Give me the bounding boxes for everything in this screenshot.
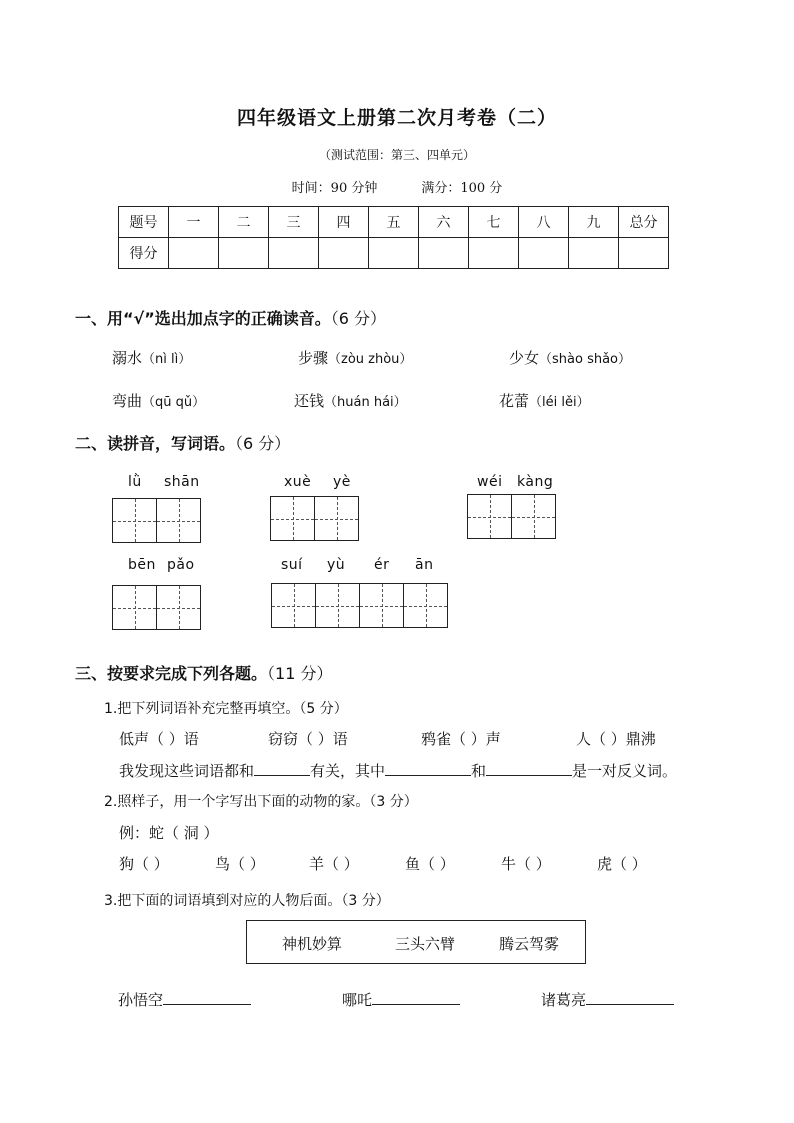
writing-cell[interactable] — [403, 583, 448, 628]
reading-item[interactable] — [112, 390, 205, 411]
section3-heading — [75, 661, 332, 684]
fill-blank[interactable] — [163, 990, 251, 1005]
q2-example: 例：蛇（ 洞 ） — [119, 824, 219, 842]
score-header-cell: 六 — [419, 207, 469, 238]
full-score-label: 满分：100 分 — [421, 181, 503, 196]
pinyin-syllable: bēn — [128, 557, 156, 573]
score-table — [118, 206, 669, 269]
animal-home-fill[interactable]: 羊（ ） — [309, 855, 359, 873]
writing-grid[interactable] — [270, 496, 359, 541]
score-cell[interactable] — [369, 238, 419, 269]
score-table-score-row — [119, 238, 669, 269]
section1-points: （6 分） — [330, 309, 386, 328]
animal-home-fill[interactable]: 狗（ ） — [119, 855, 169, 873]
writing-cell[interactable] — [467, 494, 512, 539]
writing-cell[interactable] — [511, 494, 556, 539]
score-cell[interactable] — [519, 238, 569, 269]
q1-label: 1.把下列词语补充完整再填空。（5 分） — [104, 701, 348, 717]
score-cell[interactable] — [319, 238, 369, 269]
pinyin-options: （shào shǎo） — [539, 352, 632, 367]
score-header-cell: 三 — [269, 207, 319, 238]
reading-item[interactable] — [509, 347, 631, 368]
pinyin-syllable: kàng — [517, 474, 554, 490]
score-cell[interactable] — [569, 238, 619, 269]
fill-blank[interactable] — [486, 761, 572, 776]
reading-word: 溺水 — [112, 349, 143, 367]
section2-heading — [75, 431, 290, 454]
reading-word: 步骤 — [298, 349, 329, 367]
person-answer — [541, 989, 674, 1010]
writing-grid[interactable] — [467, 494, 556, 539]
score-cell[interactable] — [169, 238, 219, 269]
idiom-fill[interactable]: 窃窃（ ）语 — [268, 730, 348, 748]
pinyin-options: （qū qǔ） — [142, 395, 206, 410]
sentence-part: 我发现这些词语都和 — [119, 762, 255, 780]
fill-blank[interactable] — [372, 990, 460, 1005]
writing-cell[interactable] — [359, 583, 404, 628]
q1-sentence — [119, 760, 677, 781]
reading-word: 弯曲 — [112, 392, 143, 410]
reading-item[interactable] — [298, 347, 412, 368]
pinyin-syllable: ér — [374, 557, 390, 573]
fill-blank[interactable] — [254, 761, 310, 776]
section3-points: （11 分） — [267, 664, 333, 683]
pinyin-syllable: lǜ — [128, 474, 142, 490]
idiom-fill[interactable]: 低声（ ）语 — [119, 730, 199, 748]
reading-item[interactable] — [112, 347, 191, 368]
reading-item[interactable] — [499, 390, 590, 411]
animal-home-fill[interactable]: 虎（ ） — [597, 855, 647, 873]
animal-home-fill[interactable]: 鸟（ ） — [215, 855, 265, 873]
reading-item[interactable] — [294, 390, 407, 411]
score-table-header-row — [119, 207, 669, 238]
reading-word: 花蕾 — [499, 392, 530, 410]
pinyin-options: （zòu zhòu） — [328, 352, 413, 367]
pinyin-syllable: ān — [415, 557, 434, 573]
section1-heading — [75, 306, 386, 329]
section3-heading-text: 三、按要求完成下列各题。 — [75, 664, 268, 683]
writing-cell[interactable] — [270, 496, 315, 541]
person-name: 哪吒 — [342, 991, 373, 1009]
writing-cell[interactable] — [112, 585, 157, 630]
score-header-cell: 五 — [369, 207, 419, 238]
score-header-cell: 题号 — [119, 207, 169, 238]
score-cell[interactable] — [619, 238, 669, 269]
idiom-fill[interactable]: 鸦雀（ ）声 — [421, 730, 501, 748]
pinyin-options: （huán hái） — [324, 395, 407, 410]
page-title: 四年级语文上册第二次月考卷（二） — [236, 107, 557, 129]
fill-blank[interactable] — [586, 990, 674, 1005]
idiom-fill[interactable]: 人（ ）鼎沸 — [576, 730, 656, 748]
person-answer — [118, 989, 251, 1010]
sentence-part: 和 — [471, 762, 487, 780]
q3-label: 3.把下面的词语填到对应的人物后面。（3 分） — [104, 893, 390, 909]
score-cell[interactable] — [469, 238, 519, 269]
score-header-cell: 七 — [469, 207, 519, 238]
score-header-cell: 二 — [219, 207, 269, 238]
section2-points: （6 分） — [235, 434, 291, 453]
score-header-cell: 四 — [319, 207, 369, 238]
writing-cell[interactable] — [271, 583, 316, 628]
pinyin-syllable: yù — [327, 557, 346, 573]
pinyin-syllable: xuè — [284, 474, 312, 490]
writing-grid[interactable] — [112, 498, 201, 543]
reading-word: 少女 — [509, 349, 540, 367]
animal-home-fill[interactable]: 鱼（ ） — [405, 855, 455, 873]
time-label: 时间：90 分钟 — [291, 181, 378, 196]
person-name: 孙悟空 — [118, 991, 164, 1009]
score-row-label: 得分 — [119, 238, 169, 269]
pinyin-syllable: wéi — [477, 474, 503, 490]
q2-label: 2.照样子，用一个字写出下面的动物的家。（3 分） — [104, 794, 418, 810]
word-bank-item: 三头六臂 — [395, 935, 456, 953]
pinyin-options: （nì lì） — [142, 352, 192, 367]
reading-word: 还钱 — [294, 392, 325, 410]
writing-grid[interactable] — [112, 585, 201, 630]
score-header-cell: 八 — [519, 207, 569, 238]
person-answer — [342, 989, 460, 1010]
fill-blank[interactable] — [385, 761, 471, 776]
pinyin-options: （léi lěi） — [529, 395, 590, 410]
score-header-cell: 一 — [169, 207, 219, 238]
score-cell[interactable] — [419, 238, 469, 269]
writing-cell[interactable] — [112, 498, 157, 543]
score-header-cell: 总分 — [619, 207, 669, 238]
animal-home-fill[interactable]: 牛（ ） — [501, 855, 551, 873]
writing-grid[interactable] — [271, 583, 448, 628]
test-scope: （测试范围：第三、四单元） — [318, 148, 475, 162]
writing-cell[interactable] — [315, 583, 360, 628]
person-name: 诸葛亮 — [541, 991, 587, 1009]
section1-heading-text: 一、用“√”选出加点字的正确读音。 — [75, 309, 331, 328]
score-cell[interactable] — [219, 238, 269, 269]
sentence-part: 是一对反义词。 — [572, 762, 678, 780]
writing-cell[interactable] — [314, 496, 359, 541]
pinyin-syllable: shān — [164, 474, 200, 490]
word-bank-item: 腾云驾雾 — [499, 935, 560, 953]
writing-cell[interactable] — [156, 498, 201, 543]
writing-cell[interactable] — [156, 585, 201, 630]
score-cell[interactable] — [269, 238, 319, 269]
section2-heading-text: 二、读拼音，写词语。 — [75, 434, 236, 453]
pinyin-syllable: pǎo — [167, 557, 195, 573]
sentence-part: 有关，其中 — [310, 762, 386, 780]
word-bank-item: 神机妙算 — [282, 935, 343, 953]
pinyin-syllable: yè — [333, 474, 351, 490]
time-score-info — [0, 177, 794, 196]
pinyin-syllable: suí — [281, 557, 303, 573]
score-header-cell: 九 — [569, 207, 619, 238]
